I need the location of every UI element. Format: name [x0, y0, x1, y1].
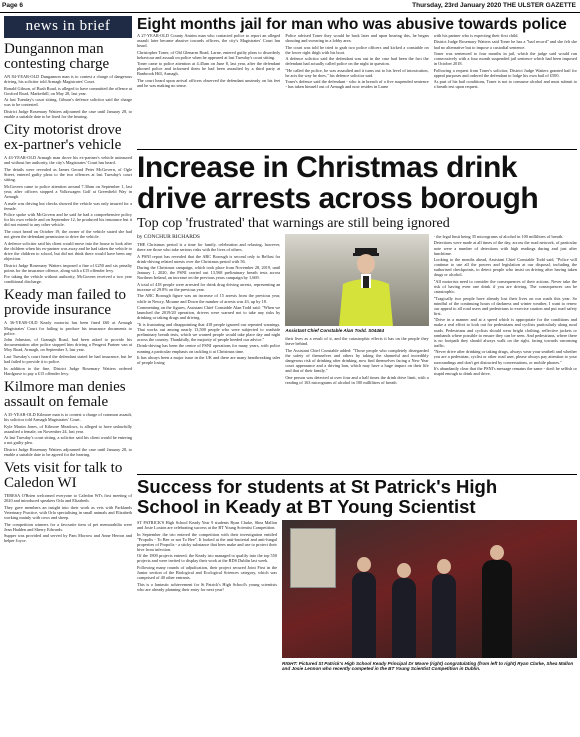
drink-drive-headline-line-1: Increase in Christmas drink: [137, 151, 517, 184]
brief-paragraph: In addition to the fine, District Judge Rosemary Watters ordered Hardgrave to pay a £15 offender levy.: [4, 365, 132, 376]
brief-headline: Dungannon man contesting charge: [4, 41, 110, 72]
student-figure: [432, 574, 456, 658]
students-text: [137, 520, 277, 720]
jail-story-body: [137, 33, 577, 147]
brief-headline: City motorist drove ex-partner's vehicle: [4, 122, 122, 154]
paragraph: "All motorists need to consider the consequences of their actions. Never take the risk of having even one drink if you are driving. The consequences can be catastrophic.: [433, 278, 577, 295]
brief-paragraph: At last Tuesday's court sitting, a solicitor said his client would be entering a not guilty plea.: [4, 435, 132, 446]
jail-story-column: [285, 33, 428, 147]
brief-headline: Keady man failed to provide insurance: [4, 287, 127, 319]
brief-paragraph: A defence solicitor said his client would move into the house to look after the children when his ex-partner was away and he had taken the vehicle to drive the children to school, but did not think there would have been any objection.: [4, 240, 132, 261]
students-photo-column: [282, 520, 577, 720]
principal-figure: [482, 560, 512, 658]
paragraph: It's abundantly clear that the PSNI's message remains the same - don't be selfish or stupid enough to drink and drive.: [433, 365, 577, 377]
brief-paragraph: AN 84-YEAR-OLD Dungannon man is to contest a charge of dangerous driving, his solicitor told Armagh Magistrates' Court.: [4, 74, 132, 85]
jail-story-headline: Eight months jail for man who was abusive towards police: [137, 16, 567, 33]
paragraph: A defence solicitor said the defendant was out in the case had been the fact the defendant had actually called police on the night in question.: [285, 56, 429, 67]
paragraph: As part of his bail conditions, Toner is not to consume alcohol and must submit to a breath test upon request.: [433, 79, 577, 90]
brief-paragraph: At last Tuesday's court sitting, Gibson's defence solicitor said the charge was to be contested.: [4, 97, 132, 108]
brief-paragraph: TERESA O'Brien welcomed everyone to Caledon WI's first meeting of 2020 and introduced speakers Orla and Elizabeth.: [4, 493, 132, 504]
brief-paragraph: They gave members an insight into their work as vets with Parklands Veterinary Practice, with Orla specialising in small animals and Elizabeth working mainly with cows and sheep.: [4, 504, 132, 520]
paragraph: It has always been a major issue in the UK and there are many heartbreaking tales of people losing: [137, 355, 281, 366]
paragraph: their lives as a result of it, and the catastrophic effects it has on the people they leave behind.: [285, 336, 429, 347]
students-photo: [282, 520, 577, 658]
brief-paragraph: Last Tuesday's court heard the defendant stated he had insurance, but he had failed to provide it to police.: [4, 353, 132, 365]
brief-paragraph: A male was driving but checks showed the vehicle was only insured for a female.: [4, 200, 132, 211]
drink-drive-col-2: [285, 234, 428, 472]
divider: [137, 149, 577, 150]
brief-paragraph: McGovern came to police attention around 7.30am on September 1, last year, after officers stopped a Volkswagen Golf at Greenfield Way in Armagh.: [4, 183, 132, 199]
paragraph: The court was told he tried to grab two police officers and kicked a constable on the lower right thigh with his boot.: [285, 44, 429, 55]
drink-drive-subheadline: Top cop 'frustrated' that warnings are still being ignored: [137, 216, 450, 231]
brief-paragraph: A 36-YEAR-OLD Keady motorist has been fined £60 at Armagh Magistrates' Court for failing to produce his insurance documents to police.: [4, 320, 132, 336]
paragraph: Police advised Toner they would be back later and upon hearing this, he began shouting and swearing in a lobby area.: [285, 33, 429, 44]
police-officer-photo: [285, 234, 428, 326]
drink-drive-col-3: [434, 234, 577, 472]
paragraph: Toner came to police attention at 4.45am on June 8, last year, after the defendant phoned police and informed them he had been assaulted by a third party at Banbrook Hill, Armagh.: [137, 61, 281, 77]
page-header: [0, 0, 580, 13]
paragraph: "He called the police, he was assaulted and it turns out to his level of intoxication, he acts the way he does," his defence solicitor said.: [285, 67, 429, 78]
brief-paragraph: The competition winners for a favourite item of pet memorabilia were Jean Hadden and Sherry Edwards.: [4, 521, 132, 532]
students-photo-caption: RIGHT: Pictured St Patrick's High School Keady Principal Dr Moore (right) congratulating (from left to right) Ryan Clarke, Shea Mallon and Josie Lennon who recently competed in the BT Young Scientist Competition in Dublin.: [282, 661, 574, 672]
paragraph: Following many rounds of adjudication, their project secured Joint First in the Junior section of the Biological and Ecological Sciences category, which was comprised of 40 other entrants.: [137, 564, 277, 581]
paragraph: One person was detected at over four and a half times the drink drive limit, with a reading of 163 micrograms of alcohol in 100 millilitres of breath: [285, 374, 429, 385]
paragraph: ST PATRICK'S High School Keady Year 9 students Ryan Clarke, Shea Mallon and Josie Loxton are celebrating success at the BT Young Scientist Competition.: [137, 520, 277, 531]
paragraph: - the legal limit being 35 micrograms of alcohol in 100 millilitres of breath.: [433, 234, 564, 239]
brief-paragraph: For taking the vehicle without authority, McGovern received a two year conditional discharge.: [4, 274, 132, 285]
paragraph: A 27-YEAR-OLD County Antrim man who contacted police to report an alleged assault later became abusive towards officers, the city's Magistrates' Court has heard.: [137, 33, 281, 49]
paragraph: The Assistant Chief Constable added: "Those people who completely disregarded the safety of themselves and others by taking the shameful and incredibly dangerous risk of drinking after drinking, now find themselves facing a New Year court appearance and a driving ban, which may have a huge impact on their life and that of their family.": [285, 347, 429, 374]
news-in-brief-banner: news in brief: [4, 16, 132, 38]
paragraph: "Drive in a manner and at a speed which is appropriate for the conditions and make a real effort to look out for pedestrians and cyclists particularly along rural roads. Pedestrians and cyclists should wear bright clothing, reflective jackets or armbands where possible to ensure they can be seen. And pedestrians, where there is no footpath they should always walk on the right, facing towards oncoming traffic.: [433, 317, 577, 348]
paragraph: Christopher Toner, of Old Glenarm Road, Larne, entered guilty pleas to disorderly behaviour and assault on police when he appeared at last Tuesday's court sitting.: [137, 49, 281, 60]
brief-headline: Kilmore man denies assault on female: [4, 378, 126, 410]
paragraph: with his partner who is expecting their first child.: [433, 33, 519, 38]
paragraph: Looking to the months ahead, Assistant Chief Constable Todd said, "Police will continue to use all the powers and legislation at our disposal, including the authorised checkpoints, to detect people who insist on driving after having taken drugs or alcohol.: [433, 257, 577, 278]
student-figure: [392, 578, 416, 658]
brief-paragraph: Ronald Gibson, of Bush Road, is alleged to have committed the offence at Gosford Road, Markethill, on May 28, last year.: [4, 85, 132, 96]
brief-paragraph: District Judge Rosemary Watters adjourned the case until January 28, to enable a suitable date to be agreed for the hearing.: [4, 446, 132, 457]
paragraph: Detections were made at all times of the day, across the road network, of particular note were a number of detections with high readings during and just after lunchtime.: [433, 240, 577, 256]
students-story: [137, 520, 577, 720]
student-figure: [352, 572, 376, 658]
brief-paragraph: John Johnston, of Granagh Road, had been asked to provide his documentation after police stopped him driving a Peugeot Partner van at Moy Road, Armagh, on September 3, last year.: [4, 337, 132, 353]
drink-drive-headline-line-2: drive arrests across borough: [137, 182, 539, 215]
brief-paragraph: Supper was provided and served by Pam Morrow and Anne Herron and helper Joyce.: [4, 533, 132, 544]
brief-paragraph: A 35-YEAR-OLD Kilmore man is to contest a charge of common assault, his solicitor told Armagh Magistrates' Court.: [4, 411, 132, 422]
news-in-brief-column: [4, 16, 132, 734]
paragraph: Following a request from Toner's solicitor, District Judge Watters granted bail for appeal purposes and ordered the defendant to lodge his own bail of £500.: [433, 67, 577, 78]
paragraph: A total of 418 people were arrested for drink drug driving arrests, representing an increase of 29.8% on the previous year.: [137, 281, 281, 292]
brief-paragraph: A 43-YEAR-OLD Armagh man drove his ex-partner's vehicle uninsured and without her authority, the city's Magistrates' Court has heard.: [4, 155, 132, 166]
brief-paragraph: District Judge Rosemary Watters imposed a fine of £250 and six penalty points for the insurance offence, along with a £15 offender levy.: [4, 262, 132, 273]
paragraph: The court heard upon arrival officers observed the defendant unsteady on his feet and he was making no sense.: [137, 77, 281, 89]
police-photo-caption: Assistant Chief Constable Alan Todd. S04464: [285, 328, 385, 333]
paragraph: This is a fantastic achievement for St Patrick's High School's young scientists who are already planning their entry for next year!: [137, 581, 277, 592]
brief-headline: Vets visit for talk to Caledon WI: [4, 460, 123, 492]
page-number: Page 6: [2, 2, 23, 9]
paragraph: A PSNI report has revealed that the ABC Borough is second only to Belfast for drink-driving related arrests over the Christmas period with 56.: [137, 253, 281, 264]
paragraph: Commenting on the figures, Assistant Chief Constable Alan Todd said: "When we launched the 2019/20 operation, drivers were warned not to take any risks by drinking or taking drugs and driving.: [137, 304, 281, 321]
paragraph: "It is frustrating and disappointing that 418 people ignored our repeated warnings. That works out among nearly 13,500 people who were subjected to roadside preliminary breath tests, which we warned people would take place day and night across the country. Thankfully, the majority of people heeded our advice.": [137, 321, 281, 342]
drink-drive-col-1: [137, 234, 280, 472]
paragraph: Toner's defence said the defendant - who is in breach of a five suspended sentence - has taken himself out of Armagh and now resides in Larne: [285, 79, 429, 90]
paragraph: "Never drive after drinking or taking drugs, always wear your seatbelt and whether you are a pedestrian, cyclist or other road user, please always pay attention to your surroundings and don't get distracted by conversations, or mobile phones.": [433, 349, 577, 365]
students-headline-line-1: Success for students at St Patrick's High: [137, 476, 498, 497]
paragraph: THE Christmas period is a time for family, celebration and relaxing, however, there are those who take serious risks with the lives of others.: [137, 242, 281, 253]
paragraph: Of the 1800 projects entered, the Keady trio managed to qualify into the top 550 projects and were invited to display their work at the RDS Dublin last week.: [137, 553, 277, 564]
drink-drive-body: [137, 234, 577, 472]
paragraph: The ABC Borough figure was an increase of 15 arrests from the previous year, while in Newry, Mourne and Down the number of arrests was 43, up by 18.: [137, 293, 281, 304]
jail-story-column: [434, 33, 577, 147]
main-content: [137, 16, 577, 734]
paragraph: District Judge Rosemary Watters said Toner he has a "bad record" and she felt she had no alternative but to impose a custodial sentence.: [433, 39, 577, 50]
jail-story-column: [137, 33, 280, 147]
paragraph: Drink-driving has been the centre of PSNI operations for many years, with police running a particular emphasis on tackling it at Christmas time.: [137, 343, 281, 354]
brief-paragraph: Kyle Martin Jones, of Kilmore Meadows, is alleged to have unlawfully assaulted a female, on November 24, last year.: [4, 423, 132, 434]
paragraph: "Tragically two people have already lost their lives on our roads this year. So mindful of the continuing hours of darkness and winter weather, I want to renew our appeal to all road users and pedestrians to exercise caution and put road safety first.: [433, 295, 577, 316]
brief-paragraph: The details were revealed as James Gerard Peter McGovern, of Ogle Street, entered guilty pleas to the two offences at last Tuesday's court sitting.: [4, 166, 132, 183]
officer-figure: [335, 244, 395, 326]
paragraph: During the Christmas campaign, which took place from November 28, 2019, until January 1, 2020, the PSNI carried out 13,568 preliminary breath tests across Northern Ireland, an increase on the previous years campaign by 1,669.: [137, 265, 281, 281]
brief-paragraph: The court heard on October 19, the owner of the vehicle stated she had not given the defendant permission to drive the vehicle.: [4, 228, 132, 240]
divider: [137, 474, 577, 475]
brief-paragraph: District Judge Rosemary Watters adjourned the case until January 28, to enable a suitable date to be fixed for the hearing.: [4, 109, 132, 120]
byline: by CONCHÚR RICHARDS: [137, 234, 200, 240]
date-and-paper: Thursday, 23rd January 2020 THE ULSTER GAZETTE: [412, 2, 576, 9]
paragraph: In September the trio entered the competition with their investigation entitled "Propolis - To Bee or not To Bee". It looked at the anti-bacterial and anti-fungal properties of Propolis - a sticky substance that bees make and use to protect their hive from infection.: [137, 531, 277, 552]
brief-paragraph: Police spoke with McGovern and he said he had a comprehensive policy for his own vehicle and on September 12, he produced his insurance but it did not extend to any other vehicle.: [4, 212, 132, 228]
students-headline-line-2: School in Keady at BT Young Scientist: [137, 496, 476, 517]
paragraph: Toner was sentenced to four months in jail, which the judge said would run consecutively with a four month suspended jail sentence which had been imposed in October 2018.: [433, 51, 577, 67]
project-board: [290, 528, 336, 588]
